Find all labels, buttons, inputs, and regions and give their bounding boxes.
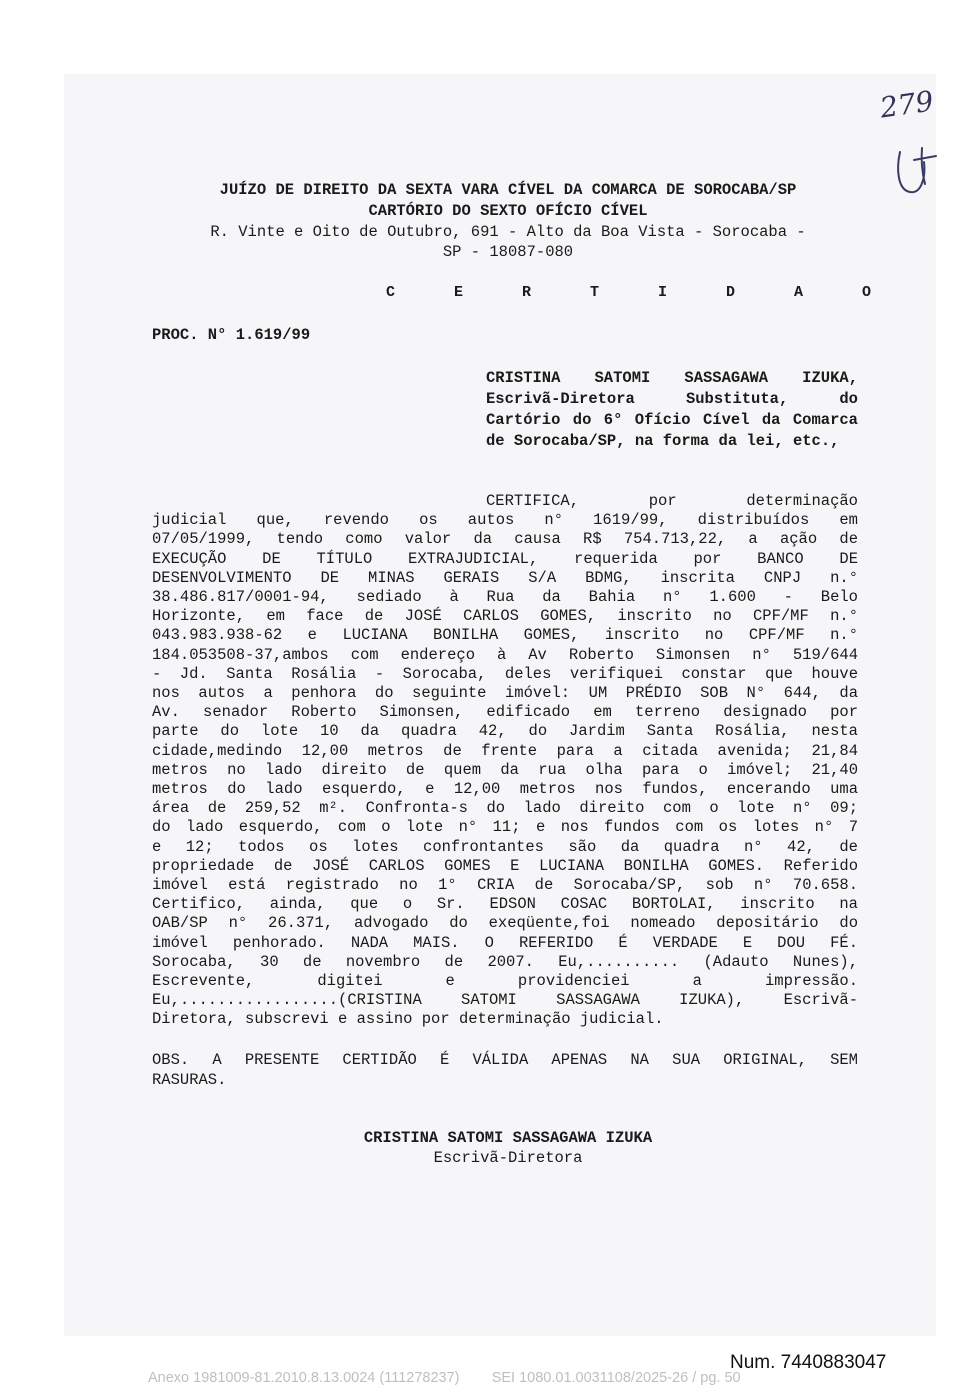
text-line: metros do lado esquerdo, e 12,00 metros nos fundos, encerando uma [152,780,858,799]
text-line: Diretora, subscrevi e assino por determinação judicial. [152,1010,664,1029]
text-line: 043.983.938-62 e LUCIANA BONILHA GOMES, inscrito no CPF/MF n.° [152,626,858,645]
text-line: e 12; todos os lotes confrontantes são da quadra n° 42, de [152,837,858,856]
handwritten-initial-mark [892,140,942,200]
text-line: 07/05/1999, tendo como valor da causa R$ 754.713,22, a ação de [152,530,858,549]
observation-note [152,1050,858,1090]
text-line: EXECUÇÃO DE TÍTULO EXTRAJUDICIAL, requerida por BANCO DE [152,549,858,568]
office-name: CARTÓRIO DO SEXTO OFÍCIO CÍVEL [368,202,648,220]
text-line: - Jd. Santa Rosália - Sorocaba, deles verifiquei constar que houve [152,664,858,683]
text-line: Horizonte, em face de JOSÉ CARLOS GOMES, inscrito no CPF/MF n.° [152,607,858,626]
text-line: imóvel está registrado no 1° CRIA de Sorocaba/SP, sob n° 70.658. [152,876,858,895]
document-title: C E R T I D A O [386,284,897,301]
process-number: PROC. N° 1.619/99 [152,326,311,344]
signer-name: CRISTINA SATOMI SASSAGAWA IZUKA [363,1129,653,1147]
text-line: OBS. A PRESENTE CERTIDÃO É VÁLIDA APENAS NA SUA ORIGINAL, SEM [152,1051,858,1069]
address-line-2: SP - 18087-080 [442,243,574,261]
court-header [150,180,866,262]
text-line: Certifico, ainda, que o Sr. EDSON COSAC BORTOLAI, inscrito na [152,895,858,914]
footer-annotation: Anexo 1981009-81.2010.8.13.0024 (111278237) SEI 1080.01.0031108/2025-26 / pg. 50 [148,1370,741,1386]
text-line: imóvel penhorado. NADA MAIS. O REFERIDO É VERDADE E DOU FÉ. [152,933,858,952]
signature-block [150,1128,866,1168]
text-line: Sorocaba, 30 de novembro de 2007. Eu,.......... (Adauto Nunes), [152,952,858,971]
address-line-1: R. Vinte e Oito de Outubro, 691 - Alto da Boa Vista - Sorocaba - [210,223,806,241]
text-line: Av. senador Roberto Simonsen, edificado em terreno designado por [152,703,858,722]
text-line: propriedade de JOSÉ CARLOS GOMES E LUCIANA BONILHA GOMES. Referido [152,856,858,875]
text-line: CERTIFICA, por determinação [486,492,858,510]
text-line: Eu,.................(CRISTINA SATOMI SASSAGAWA IZUKA), Escrivã- [152,991,858,1010]
signer-role: Escrivã-Diretora [433,1149,583,1167]
court-name: JUÍZO DE DIREITO DA SEXTA VARA CÍVEL DA COMARCA DE SOROCABA/SP [219,181,797,199]
text-line: Escrevente, digitei e providenciei a impressão. [152,972,858,991]
text-line: 184.053508-37,ambos com endereço à Av Roberto Simonsen n° 519/644 [152,645,858,664]
certificate-body [152,492,858,1030]
document-number: Num. 7440883047 [730,1352,887,1373]
text-line: judicial que, revendo os autos n° 1619/99, distribuídos em [152,511,858,530]
text-line: RASURAS. [152,1071,227,1089]
text-line: 38.486.817/0001-94, sediado à Rua da Bahia n° 1.600 - Belo [152,588,858,607]
signatory-intro: CRISTINA SATOMI SASSAGAWA IZUKA, Escrivã-Diretora Substituta, do Cartório do 6° Ofício Cível da Comarca de Sorocaba/SP, na forma da lei, etc., [486,369,858,450]
text-line: parte do lote 10 da quadra 42, do Jardim Santa Rosália, nesta [152,722,858,741]
handwritten-page-number: 279 [877,84,936,125]
text-line: área de 259,52 m². Confronta-s do lado direito com o lote n° 09; [152,799,858,818]
text-line: DESENVOLVIMENTO DE MINAS GERAIS S/A BDMG, inscrita CNPJ n.° [152,568,858,587]
text-line: do lado esquerdo, com o lote n° 11; e nos fundos com os lotes n° 7 [152,818,858,837]
text-line: nos autos a penhora do seguinte imóvel: UM PRÉDIO SOB N° 644, da [152,684,858,703]
text-line: OAB/SP n° 26.371, advogado do exeqüente,foi nomeado depositário do [152,914,858,933]
text-line: cidade,medindo 12,00 metros de frente para a citada avenida; 21,84 [152,741,858,760]
text-line: metros no lado direito de quem da rua olha para o imóvel; 21,40 [152,760,858,779]
